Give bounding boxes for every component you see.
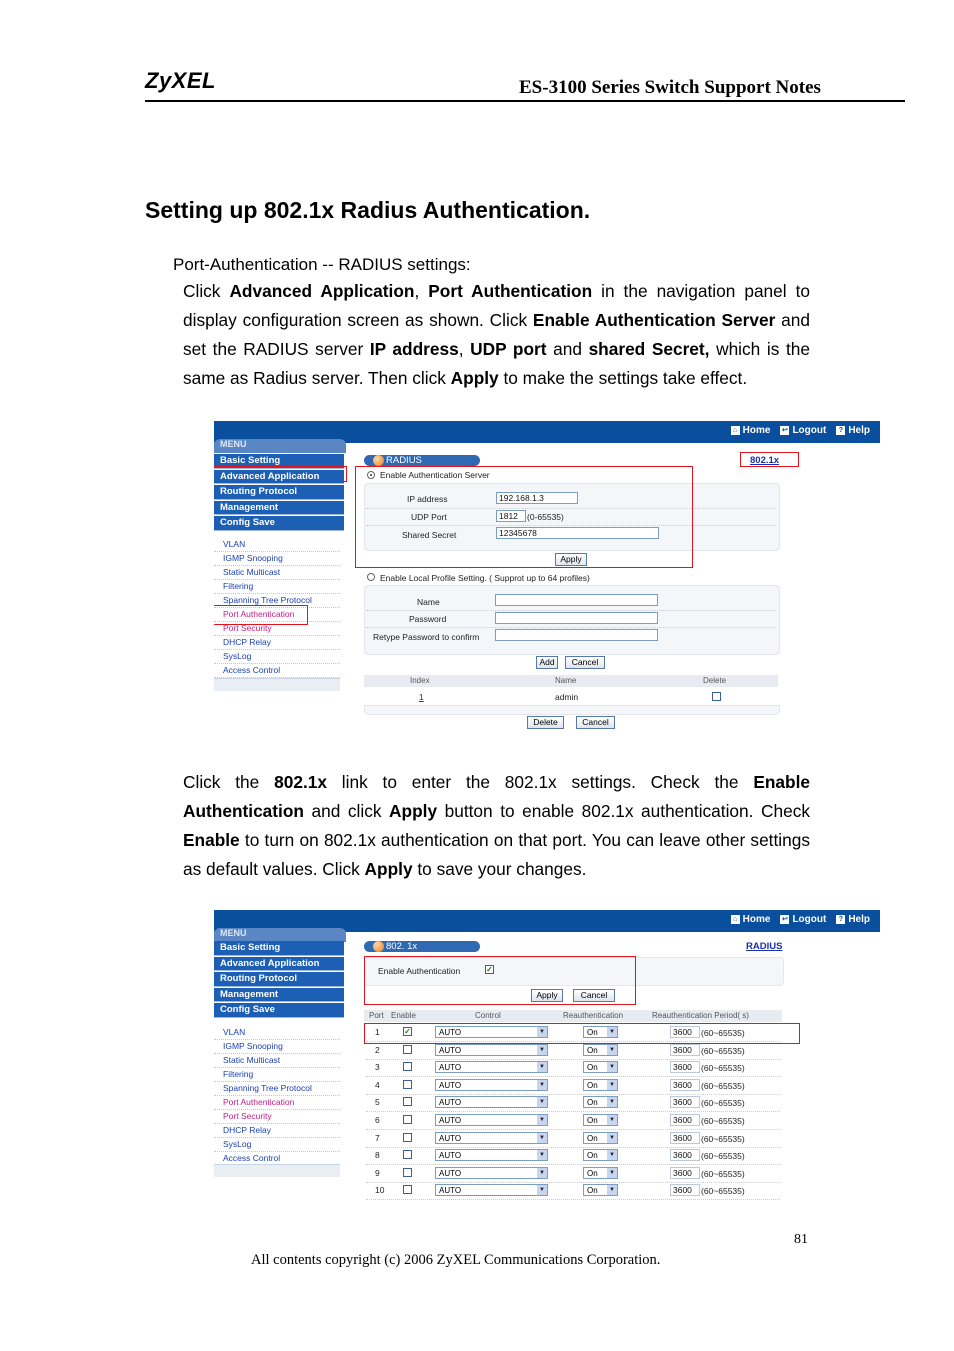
bold-term: 802.1x xyxy=(274,772,327,792)
row-divider xyxy=(366,1147,780,1148)
bold-term: Apply xyxy=(389,801,438,821)
home-icon: ⌂ xyxy=(731,426,740,435)
control-value: AUTO xyxy=(439,1133,462,1143)
bold-term: Apply xyxy=(364,859,413,879)
reauth-period-field[interactable]: 3600 xyxy=(670,1026,700,1038)
highlight-advanced-application xyxy=(214,466,347,482)
highlight-8021x-link xyxy=(740,452,799,467)
submenu-item-syslog[interactable]: SysLog xyxy=(214,650,340,664)
highlight-port-1 xyxy=(364,1023,800,1044)
control-value: AUTO xyxy=(439,1045,462,1055)
chevron-down-icon: ▼ xyxy=(607,1045,617,1055)
dot1x-tab-pill: 802. 1x xyxy=(364,941,480,952)
table-footer xyxy=(364,705,780,715)
submenu-item-static-multicast[interactable]: Static Multicast xyxy=(214,1054,340,1068)
header-port: Port xyxy=(369,1011,384,1020)
menu-item-config-save[interactable]: Config Save xyxy=(214,1003,344,1018)
submenu-scrollbar[interactable] xyxy=(214,1164,340,1177)
reauthentication-select[interactable] xyxy=(583,1114,618,1126)
reauth-value: On xyxy=(587,1098,598,1108)
cancel-button[interactable]: Cancel xyxy=(573,989,615,1002)
reauth-period-field[interactable]: 3600 xyxy=(670,1149,700,1161)
dot1x-settings-screenshot xyxy=(214,910,880,1200)
text-run: in the navigation panel to display configuration screen as shown. Click xyxy=(183,281,811,330)
delete-button[interactable]: Delete xyxy=(527,716,564,729)
enable-auth-server-label: Enable Authentication Server xyxy=(380,470,490,480)
name-field[interactable] xyxy=(495,594,658,606)
help-icon: ? xyxy=(836,426,845,435)
header-control: Control xyxy=(475,1011,501,1020)
text-run: and set the RADIUS server xyxy=(183,310,810,359)
divider xyxy=(366,627,776,628)
text-run: Click the xyxy=(183,772,275,792)
port-table-header xyxy=(364,1010,782,1022)
port-enable-checkbox[interactable] xyxy=(403,1150,412,1159)
shared-secret-label: Shared Secret xyxy=(402,530,457,540)
row-divider xyxy=(366,1111,780,1112)
chevron-down-icon: ▼ xyxy=(607,1133,617,1143)
cancel-button[interactable]: Cancel xyxy=(565,656,605,669)
control-select[interactable] xyxy=(435,1149,548,1161)
section-heading: Setting up 802.1x Radius Authentication. xyxy=(145,197,591,223)
profile-index-link[interactable]: 1 xyxy=(419,692,424,702)
reauth-period-range: (60~65535) xyxy=(701,1045,745,1056)
port-enable-checkbox[interactable] xyxy=(403,1062,412,1071)
home-link[interactable]: ⌂ Home xyxy=(731,914,771,925)
enable-authentication-label: Enable Authentication xyxy=(378,966,461,976)
reauth-period-range: (60~65535) xyxy=(701,1028,745,1038)
text-run: link to enter the 802.1x settings. Check the xyxy=(326,772,754,792)
port-number: 8 xyxy=(375,1150,380,1161)
control-select[interactable] xyxy=(435,1079,548,1091)
text-run: and xyxy=(546,339,589,359)
port-enable-checkbox[interactable] xyxy=(403,1115,412,1124)
bold-term: Enable Authentication xyxy=(183,772,810,821)
reauth-value: On xyxy=(587,1080,598,1090)
control-value: AUTO xyxy=(439,1186,462,1196)
add-button[interactable]: Add xyxy=(536,656,558,669)
reauthentication-select[interactable] xyxy=(583,1132,618,1144)
reauthentication-select[interactable] xyxy=(583,1184,618,1196)
chevron-down-icon: ▼ xyxy=(537,1045,547,1055)
port-number: 9 xyxy=(375,1167,380,1178)
reauth-value: On xyxy=(587,1028,598,1037)
port-enable-checkbox[interactable] xyxy=(403,1168,412,1177)
port-enable-checkbox[interactable] xyxy=(403,1097,412,1106)
control-value: AUTO xyxy=(439,1116,462,1125)
password-label: Password xyxy=(409,614,447,624)
reauthentication-select[interactable] xyxy=(583,1149,618,1161)
submenu-item-vlan[interactable]: VLAN xyxy=(214,538,340,552)
bold-term: Enable xyxy=(183,830,240,850)
row-divider xyxy=(366,1129,780,1130)
submenu-item-spanning-tree-protocol[interactable]: Spanning Tree Protocol xyxy=(214,1082,340,1096)
reauth-value: On xyxy=(587,1186,598,1196)
text-run: to turn on 802.1x authentication on that port. You can leave other settings as default values. Click xyxy=(183,830,810,879)
reauth-period-range: (60~65535) xyxy=(701,1168,745,1179)
header-enable: Enable xyxy=(391,1011,416,1020)
udp-port-range: (0-65535) xyxy=(527,512,564,522)
orange-bullet-icon xyxy=(373,941,384,952)
radius-settings-screenshot xyxy=(214,421,880,736)
link-8021x[interactable]: 802.1x xyxy=(750,455,780,466)
row-divider xyxy=(366,1076,780,1077)
logout-link[interactable]: ↩ Logout xyxy=(782,914,827,925)
reauthentication-select[interactable] xyxy=(583,1167,618,1179)
profile-table-header xyxy=(364,675,778,687)
port-enable-checkbox[interactable] xyxy=(403,1133,412,1142)
row-divider xyxy=(366,1182,780,1183)
submenu-item-port-security[interactable]: Port Security xyxy=(214,622,340,636)
highlight-enable-auth xyxy=(364,956,636,1005)
radius-tab-pill: RADIUS xyxy=(364,455,480,466)
reauth-period-range: (60~65535) xyxy=(701,1098,745,1109)
submenu-item-access-control[interactable]: Access Control xyxy=(214,1152,340,1166)
text-run: button to enable 802.1x authentication. Check xyxy=(437,801,810,821)
submenu-scrollbar[interactable] xyxy=(214,678,340,691)
port-number: 6 xyxy=(375,1115,380,1125)
reauth-period-field[interactable]: 3600 xyxy=(670,1132,700,1144)
chevron-down-icon: ▼ xyxy=(537,1133,547,1143)
chevron-down-icon: ▼ xyxy=(607,1150,617,1160)
header-delete: Delete xyxy=(703,676,727,685)
reauth-period-range: (60~65535) xyxy=(701,1133,745,1144)
help-link[interactable]: ? Help xyxy=(836,914,870,925)
page-number: 81 xyxy=(794,1232,808,1247)
menu-item-management[interactable]: Management xyxy=(214,988,344,1003)
paragraph-radius-instructions xyxy=(183,277,810,393)
port-enable-checkbox[interactable] xyxy=(403,1045,412,1054)
submenu-item-port-authentication[interactable]: Port Authentication xyxy=(214,1096,340,1110)
submenu-item-igmp-snooping[interactable]: IGMP Snooping xyxy=(214,552,340,566)
header-reauth-period: Reauthentication Period( s) xyxy=(652,1011,749,1020)
chevron-down-icon: ▼ xyxy=(607,1168,617,1178)
reauth-value: On xyxy=(587,1116,598,1125)
zyxel-logo: ZyXEL xyxy=(145,68,216,93)
menu-item-routing-protocol[interactable]: Routing Protocol xyxy=(214,972,344,987)
reauth-period-range: (60~65535) xyxy=(701,1063,745,1074)
port-enable-checkbox[interactable]: ✓ xyxy=(404,1027,411,1036)
highlight-radius-server xyxy=(355,466,693,568)
reauth-value: On xyxy=(587,1063,598,1073)
divider xyxy=(366,610,776,611)
row-divider xyxy=(366,1094,780,1095)
text-run: and click xyxy=(303,801,390,821)
reauth-period-range: (60~65535) xyxy=(701,1116,745,1126)
submenu-item-dhcp-relay[interactable]: DHCP Relay xyxy=(214,1124,340,1138)
home-icon: ⌂ xyxy=(731,915,740,924)
ip-address-field[interactable]: 192.168.1.3 xyxy=(496,492,578,504)
name-label: Name xyxy=(417,597,440,607)
submenu-item-vlan[interactable]: VLAN xyxy=(214,1026,340,1040)
help-icon: ? xyxy=(836,915,845,924)
header-rule xyxy=(145,100,905,102)
submenu-item-filtering[interactable]: Filtering xyxy=(214,580,340,594)
chevron-down-icon: ▼ xyxy=(537,1080,547,1090)
chevron-down-icon: ▼ xyxy=(537,1097,547,1107)
retype-password-label: Retype Password to confirm xyxy=(373,632,480,642)
chevron-down-icon: ▼ xyxy=(537,1027,547,1037)
chevron-down-icon: ▼ xyxy=(537,1062,547,1072)
port-number: 7 xyxy=(375,1132,380,1143)
text-run: , xyxy=(414,281,429,301)
reauth-period-field[interactable]: 3600 xyxy=(670,1096,700,1108)
reauthentication-select[interactable] xyxy=(583,1044,618,1056)
control-select[interactable] xyxy=(435,1061,548,1073)
control-value: AUTO xyxy=(439,1063,462,1073)
menu-header: MENU xyxy=(214,439,346,453)
chevron-down-icon: ▼ xyxy=(537,1150,547,1160)
submenu-item-filtering[interactable]: Filtering xyxy=(214,1068,340,1082)
bold-term: Port Authentication xyxy=(428,281,593,301)
paragraph-8021x-instructions xyxy=(183,768,810,884)
row-divider xyxy=(366,1164,780,1165)
port-number: 10 xyxy=(375,1185,385,1196)
submenu-item-spanning-tree-protocol[interactable]: Spanning Tree Protocol xyxy=(214,594,340,608)
radius-link[interactable]: RADIUS xyxy=(746,941,783,952)
reauthentication-select[interactable] xyxy=(583,1096,618,1108)
header-reauthentication: Reauthentication xyxy=(563,1011,624,1020)
main-menu xyxy=(214,941,344,1019)
submenu-item-dhcp-relay[interactable]: DHCP Relay xyxy=(214,636,340,650)
control-select[interactable] xyxy=(435,1114,548,1126)
port-enable-checkbox[interactable] xyxy=(403,1185,412,1194)
bold-term: Enable Authentication Server xyxy=(532,310,776,330)
ip-address-label: IP address xyxy=(407,494,448,504)
submenu-item-access-control[interactable]: Access Control xyxy=(214,664,340,678)
chevron-down-icon: ▼ xyxy=(607,1115,617,1125)
reauth-period-field[interactable]: 3600 xyxy=(670,1167,700,1179)
orange-bullet-icon xyxy=(373,455,384,466)
control-select[interactable] xyxy=(435,1096,548,1108)
menu-item-routing-protocol[interactable]: Routing Protocol xyxy=(214,485,344,500)
chevron-down-icon: ▼ xyxy=(607,1185,617,1195)
port-enable-checkbox[interactable] xyxy=(403,1080,412,1089)
reauthentication-select[interactable] xyxy=(583,1061,618,1073)
reauth-period-range: (60~65535) xyxy=(701,1080,745,1091)
reauth-period-field[interactable]: 3600 xyxy=(670,1044,700,1056)
submenu-item-port-security[interactable]: Port Security xyxy=(214,1110,340,1124)
chevron-down-icon: ▼ xyxy=(607,1080,617,1090)
row-divider xyxy=(366,1199,780,1200)
udp-port-label: UDP Port xyxy=(411,512,447,522)
logout-link[interactable]: ↩ Logout xyxy=(782,425,827,436)
udp-port-field[interactable]: 1812 xyxy=(496,510,526,522)
menu-item-basic-setting[interactable]: Basic Setting xyxy=(214,941,344,956)
text-run: Click xyxy=(183,281,230,301)
chevron-down-icon: ▼ xyxy=(537,1168,547,1178)
reauth-period-field[interactable]: 3600 xyxy=(670,1061,700,1073)
highlight-port-authentication xyxy=(214,605,308,625)
bold-term: Apply xyxy=(450,368,499,388)
control-select[interactable] xyxy=(435,1167,548,1179)
apply-button[interactable]: Apply xyxy=(555,553,587,566)
chevron-down-icon: ▼ xyxy=(607,1097,617,1107)
text-run: , xyxy=(458,339,471,359)
header-index: Index xyxy=(410,676,430,685)
control-select[interactable] xyxy=(435,1184,548,1196)
control-select[interactable] xyxy=(435,1132,548,1144)
cancel-button-2[interactable]: Cancel xyxy=(576,716,615,729)
submenu-item-port-authentication[interactable]: Port Authentication xyxy=(214,608,340,622)
copyright: All contents copyright (c) 2006 ZyXEL Communications Corporation. xyxy=(251,1252,661,1268)
text-run: which is the same as Radius server. Then click xyxy=(183,339,810,388)
chevron-down-icon: ▼ xyxy=(607,1062,617,1072)
reauth-value: On xyxy=(587,1133,598,1143)
port-number: 1 xyxy=(375,1027,380,1037)
menu-item-advanced-application[interactable]: Advanced Application xyxy=(214,957,344,972)
bold-term: UDP port xyxy=(470,339,547,359)
header-name: Name xyxy=(555,676,577,685)
row-divider xyxy=(366,1059,780,1060)
help-link[interactable]: ? Help xyxy=(836,425,870,436)
bold-term: IP address xyxy=(369,339,459,359)
control-value: AUTO xyxy=(439,1098,462,1108)
sub-menu xyxy=(214,1026,340,1166)
menu-item-config-save[interactable]: Config Save xyxy=(214,516,344,531)
control-value: AUTO xyxy=(439,1080,462,1090)
enable-authentication-checkbox[interactable]: ✓ xyxy=(486,965,493,974)
reauth-value: On xyxy=(587,1168,598,1178)
intro-line: Port-Authentication -- RADIUS settings: xyxy=(173,255,471,274)
submenu-item-syslog[interactable]: SysLog xyxy=(214,1138,340,1152)
port-number: 2 xyxy=(375,1044,380,1055)
document-title: ES-3100 Series Switch Support Notes xyxy=(519,77,821,98)
delete-checkbox[interactable] xyxy=(712,692,721,701)
shared-secret-field[interactable]: 12345678 xyxy=(496,527,659,539)
chevron-down-icon: ▼ xyxy=(537,1115,547,1125)
enable-local-profile-label: Enable Local Profile Setting. ( Supprot up to 64 profiles) xyxy=(380,573,590,583)
submenu-item-static-multicast[interactable]: Static Multicast xyxy=(214,566,340,580)
control-select[interactable] xyxy=(435,1044,548,1056)
menu-item-advanced-application[interactable]: Advanced Application xyxy=(214,470,344,485)
menu-item-management[interactable]: Management xyxy=(214,501,344,516)
port-number: 3 xyxy=(375,1062,380,1073)
reauth-period-field[interactable]: 3600 xyxy=(670,1184,700,1196)
text-run: to save your changes. xyxy=(412,859,587,879)
control-value: AUTO xyxy=(439,1168,462,1178)
control-value: AUTO xyxy=(439,1028,462,1037)
reauth-period-field[interactable]: 3600 xyxy=(670,1114,700,1126)
profile-name: admin xyxy=(555,692,579,702)
bold-term: Advanced Application xyxy=(229,281,415,301)
enable-local-profile-radio[interactable] xyxy=(367,573,375,581)
text-run: to make the settings take effect. xyxy=(498,368,748,388)
menu-header: MENU xyxy=(214,928,346,942)
home-link[interactable]: ⌂ Home xyxy=(731,425,771,436)
apply-button[interactable]: Apply xyxy=(531,989,563,1002)
chevron-down-icon: ▼ xyxy=(537,1185,547,1195)
submenu-item-igmp-snooping[interactable]: IGMP Snooping xyxy=(214,1040,340,1054)
menu-item-basic-setting[interactable]: Basic Setting xyxy=(214,454,344,469)
bold-term: shared Secret, xyxy=(588,339,710,359)
retype-password-field[interactable] xyxy=(495,629,658,641)
reauth-period-range: (60~65535) xyxy=(701,1186,745,1197)
port-number: 4 xyxy=(375,1079,380,1090)
logout-icon: ↩ xyxy=(782,427,788,434)
reauthentication-select[interactable] xyxy=(583,1079,618,1091)
reauth-value: On xyxy=(587,1151,598,1161)
port-number: 5 xyxy=(375,1097,380,1108)
reauth-period-range: (60~65535) xyxy=(701,1151,745,1162)
reauth-value: On xyxy=(587,1045,598,1055)
password-field[interactable] xyxy=(495,612,658,624)
control-value: AUTO xyxy=(439,1151,462,1161)
chevron-down-icon: ▼ xyxy=(607,1027,617,1037)
reauth-period-field[interactable]: 3600 xyxy=(670,1079,700,1091)
logout-icon: ↩ xyxy=(782,916,788,923)
